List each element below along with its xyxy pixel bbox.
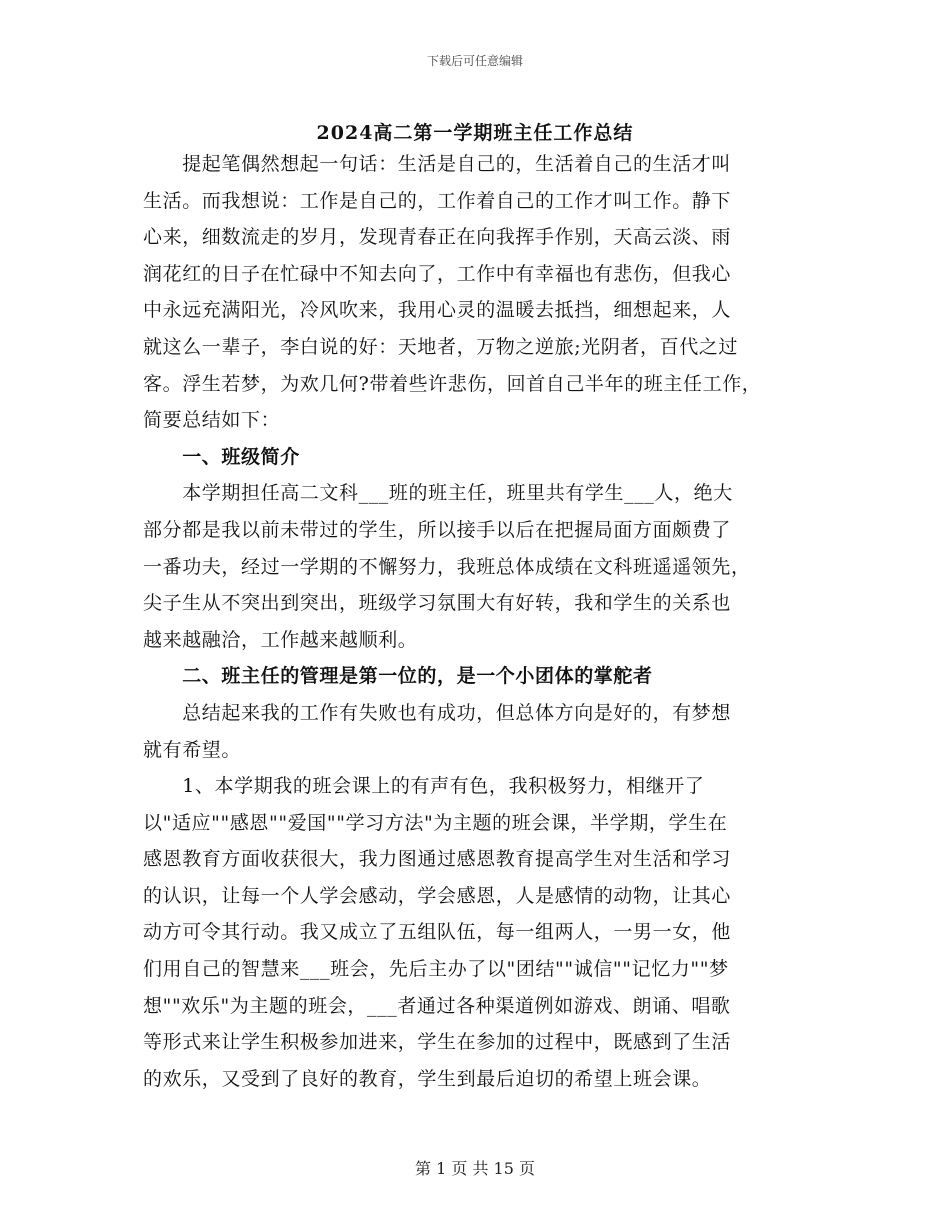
body-text-line: 尖子生从不突出到突出，班级学习氛围大有好转，我和学生的关系也 bbox=[143, 592, 732, 615]
body-text-line: 提起笔偶然想起一句话：生活是自己的，生活着自己的生活才叫 bbox=[143, 153, 732, 175]
document-body bbox=[143, 146, 823, 1097]
body-text-line: 一番功夫，经过一学期的不懈努力，我班总体成绩在文科班遥遥领先， bbox=[143, 555, 751, 578]
body-text-line: 感恩教育方面收获很大，我力图通过感恩教育提高学生对生活和学习 bbox=[143, 848, 732, 871]
body-text-line: 的认识，让每一个人学会感动，学会感恩，人是感情的动物，让其心 bbox=[143, 884, 732, 907]
body-text-line: 的欢乐，又受到了良好的教育，学生到最后迫切的希望上班会课。 bbox=[143, 1067, 712, 1090]
body-text-line: 就有希望。 bbox=[143, 738, 242, 761]
document-title: 2024高二第一学期班主任工作总结 bbox=[316, 122, 634, 144]
body-text-line: 总结起来我的工作有失败也有成功，但总体方向是好的，有梦想 bbox=[143, 701, 732, 724]
body-text-line: 心来，细数流走的岁月，发现青春正在向我挥手作别，天高云淡、雨 bbox=[143, 226, 732, 249]
body-text-line: 客。浮生若梦，为欢几何?带着些许悲伤，回首自己半年的班主任工作， bbox=[143, 372, 762, 395]
body-text-line: 部分都是我以前未带过的学生，所以接手以后在把握局面方面颇费了 bbox=[143, 518, 732, 541]
body-text-line: 越来越融洽，工作越来越顺利。 bbox=[143, 628, 418, 651]
body-text-line: 生活。而我想说：工作是自己的，工作着自己的工作才叫工作。静下 bbox=[143, 189, 732, 212]
body-text-line: 1、本学期我的班会课上的有声有色，我积极努力，相继开了 bbox=[143, 775, 705, 798]
section-heading: 二、班主任的管理是第一位的，是一个小团体的掌舵者 bbox=[143, 665, 653, 688]
page-footer: 第 1 页 共 15 页 bbox=[415, 1159, 535, 1178]
body-text-line: 想""欢乐"为主题的班会，___者通过各种渠道例如游戏、朗诵、唱歌 bbox=[143, 994, 731, 1017]
body-text-line: 以"适应""感恩""爱国""学习方法"为主题的班会课，半学期，学生在 bbox=[143, 811, 728, 834]
body-text-line: 润花红的日子在忙碌中不知去向了，工作中有幸福也有悲伤，但我心 bbox=[143, 262, 732, 285]
body-text-line: 们用自己的智慧来___班会，先后主办了以"团结""诚信""记忆力""梦 bbox=[143, 958, 729, 981]
section-heading: 一、班级简介 bbox=[143, 445, 300, 468]
body-text-line: 本学期担任高二文科___班的班主任，班里共有学生___人，绝大 bbox=[143, 482, 733, 505]
body-text-line: 等形式来让学生积极参加进来，学生在参加的过程中，既感到了生活 bbox=[143, 1031, 732, 1054]
body-text-line: 动方可令其行动。我又成立了五组队伍，每一组两人，一男一女，他 bbox=[143, 921, 732, 944]
body-text-line: 就这么一辈子，李白说的好：天地者，万物之逆旅;光阴者，百代之过 bbox=[143, 335, 739, 358]
body-text-line: 中永远充满阳光，冷风吹来，我用心灵的温暖去抵挡，细想起来，人 bbox=[143, 299, 732, 322]
page-header: 下载后可任意编辑 bbox=[426, 54, 523, 68]
body-text-line: 简要总结如下： bbox=[143, 409, 281, 432]
